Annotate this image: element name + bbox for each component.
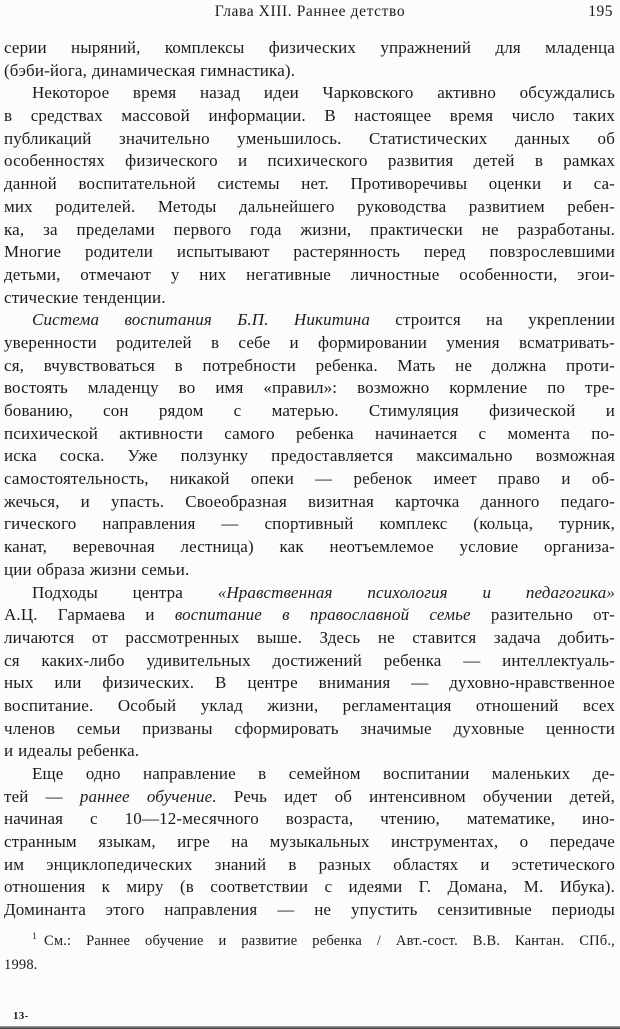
text-segment: мих родителей. Методы дальнейшего руководства развитием ребен-: [4, 196, 615, 216]
text-segment: разительно от-: [470, 605, 615, 625]
page-number: 195: [588, 3, 613, 20]
body-text: [4, 37, 615, 922]
text-line: [4, 513, 615, 536]
text-line: [4, 128, 615, 151]
text-line: [4, 150, 615, 173]
text-line: [4, 241, 615, 264]
text-line: [4, 445, 615, 468]
text-line: [4, 264, 615, 287]
footnote-marker: 1: [32, 932, 37, 943]
text-line: [4, 105, 615, 128]
text-segment: Некоторое время назад идеи Чарковского активно обсуждались: [32, 83, 615, 103]
text-segment: стические тенденции.: [4, 287, 166, 307]
text-segment: странным языкам, игре на музыкальных инструментах, о передаче: [4, 832, 615, 852]
text-line: [4, 718, 615, 741]
text-segment: ся, вчувствоваться в потребности ребенка. Мать не должна проти-: [4, 355, 615, 375]
text-line: [4, 60, 615, 83]
italic-text-segment: Система воспитания Б.П. Никитина: [32, 310, 371, 330]
text-line: [4, 786, 615, 809]
text-segment: воспитание. Особый уклад жизни, регламентация отношений всех: [4, 695, 615, 715]
text-segment: психической активности самого ребенка начинается с момента по-: [4, 423, 615, 443]
text-line: [4, 672, 615, 695]
text-segment: жечься, и упасть. Своеобразная визитная карточка данного педаго-: [4, 491, 615, 511]
text-segment: бованию, сон рядом с матерью. Стимуляция физической и: [4, 401, 615, 420]
text-line: [4, 491, 615, 514]
text-segment: Речь идет об интенсивном обучении детей,: [216, 786, 615, 806]
text-line: [4, 287, 615, 310]
text-line: [4, 627, 615, 650]
text-line: [4, 559, 615, 582]
footnote-text: 1998.: [4, 957, 38, 973]
text-segment: ка, за пределами первого года жизни, практически не разработаны.: [4, 219, 615, 239]
text-line: [4, 808, 615, 831]
text-segment: тей —: [4, 786, 80, 806]
text-line: [4, 763, 615, 786]
text-line: [4, 582, 615, 605]
paragraph: [4, 37, 615, 82]
text-line: [4, 650, 615, 673]
text-segment: ся каких-либо удивительных достижений ребенка — интеллектуаль-: [4, 650, 615, 670]
printers-signature-mark: 13-: [13, 1010, 29, 1022]
text-line: [4, 377, 615, 400]
paragraph: [4, 763, 615, 922]
text-segment: в средствах массовой информации. В настоящее время число таких: [4, 106, 615, 126]
text-line: [4, 423, 615, 446]
text-segment: А.Ц. Гармаева и: [4, 605, 175, 625]
text-segment: ции образа жизни семьи.: [4, 559, 190, 579]
text-line: [4, 468, 615, 491]
text-segment: особенностях физического и психического развития детей в рамках: [4, 151, 615, 171]
text-segment: данной воспитательной системы нет. Противоречивы оценки и са-: [4, 174, 615, 194]
text-segment: детьми, отмечают у них негативные личностные особенности, эгои-: [4, 264, 615, 284]
italic-text-segment: раннее обучение.: [79, 786, 217, 806]
text-segment: публикаций значительно уменьшилось. Статистических данных об: [4, 128, 615, 148]
text-line: [4, 831, 615, 854]
text-segment: личаются от рассмотренных выше. Здесь не ставится задача добить-: [4, 627, 615, 647]
text-segment: иска соска. Уже ползунку предоставляется максимально возможная: [4, 446, 615, 466]
page-header: [0, 3, 620, 25]
text-segment: (бэби-йога, динамическая гимнастика).: [4, 60, 296, 80]
text-segment: и идеалы ребенка.: [4, 741, 140, 761]
text-segment: самостоятельность, никакой опеки — ребенок имеет право и об-: [4, 469, 615, 489]
text-line: [4, 82, 615, 105]
text-segment: членов семьи призваны сформировать значимые духовные ценности: [4, 718, 615, 738]
footnote-text: См.: Раннее обучение и развитие ребенка / Авт.-сост. В.В. Кантан. СПб.,: [43, 933, 615, 949]
text-segment: Многие родители испытывают растерянность перед повзрослевшими: [4, 242, 615, 262]
text-segment: Доминанта этого направления — не упустить сензитивные периоды: [4, 900, 615, 920]
text-line: [4, 37, 615, 60]
text-line: [4, 400, 615, 423]
text-segment: уверенности родителей в себе и формировании умения всматривать-: [4, 332, 615, 352]
text-segment: гического направления — спортивный комплекс (кольца, турник,: [4, 514, 615, 534]
text-segment: начиная с 10—12-месячного возраста, чтению, математике, ино-: [4, 809, 615, 829]
text-line: [4, 196, 615, 219]
text-line: [4, 536, 615, 559]
text-segment: отношения к миру (в соответствии с идеями Г. Домана, М. Ибука).: [4, 877, 615, 897]
footnote-line: [4, 929, 615, 953]
text-line: [4, 695, 615, 718]
footnote-line: [4, 953, 615, 977]
text-segment: Еще одно направление в семейном воспитании маленьких де-: [32, 764, 615, 783]
footnote: [4, 929, 615, 977]
text-line: [4, 604, 615, 627]
text-line: [4, 854, 615, 877]
text-line: [4, 899, 615, 922]
text-segment: Подходы центра: [32, 582, 218, 602]
paragraph: [4, 309, 615, 581]
italic-text-segment: «Нравственная психология и педагогика»: [217, 582, 615, 602]
text-line: [4, 173, 615, 196]
text-line: [4, 740, 615, 763]
text-segment: канат, веревочная лестница) как неотъемлемое условие организа-: [4, 537, 615, 557]
text-line: [4, 876, 615, 899]
running-title: Глава XIII. Раннее детство: [214, 3, 406, 20]
text-segment: им энциклопедических знаний в разных областях и эстетического: [4, 854, 615, 874]
paragraph: [4, 582, 615, 764]
text-line: [4, 219, 615, 242]
text-segment: ных или физических. В центре внимания — духовно-нравственное: [4, 673, 615, 693]
text-line: [4, 355, 615, 378]
text-line: [4, 332, 615, 355]
italic-text-segment: воспитание в православной семье: [174, 605, 471, 625]
text-line: [4, 309, 615, 332]
text-segment: востоять младенцу во имя «правил»: возможно кормление по тре-: [4, 378, 615, 398]
text-segment: строится на укреплении: [370, 310, 615, 330]
paragraph: [4, 82, 615, 309]
text-segment: серии ныряний, комплексы физических упражнений для младенца: [4, 38, 615, 57]
